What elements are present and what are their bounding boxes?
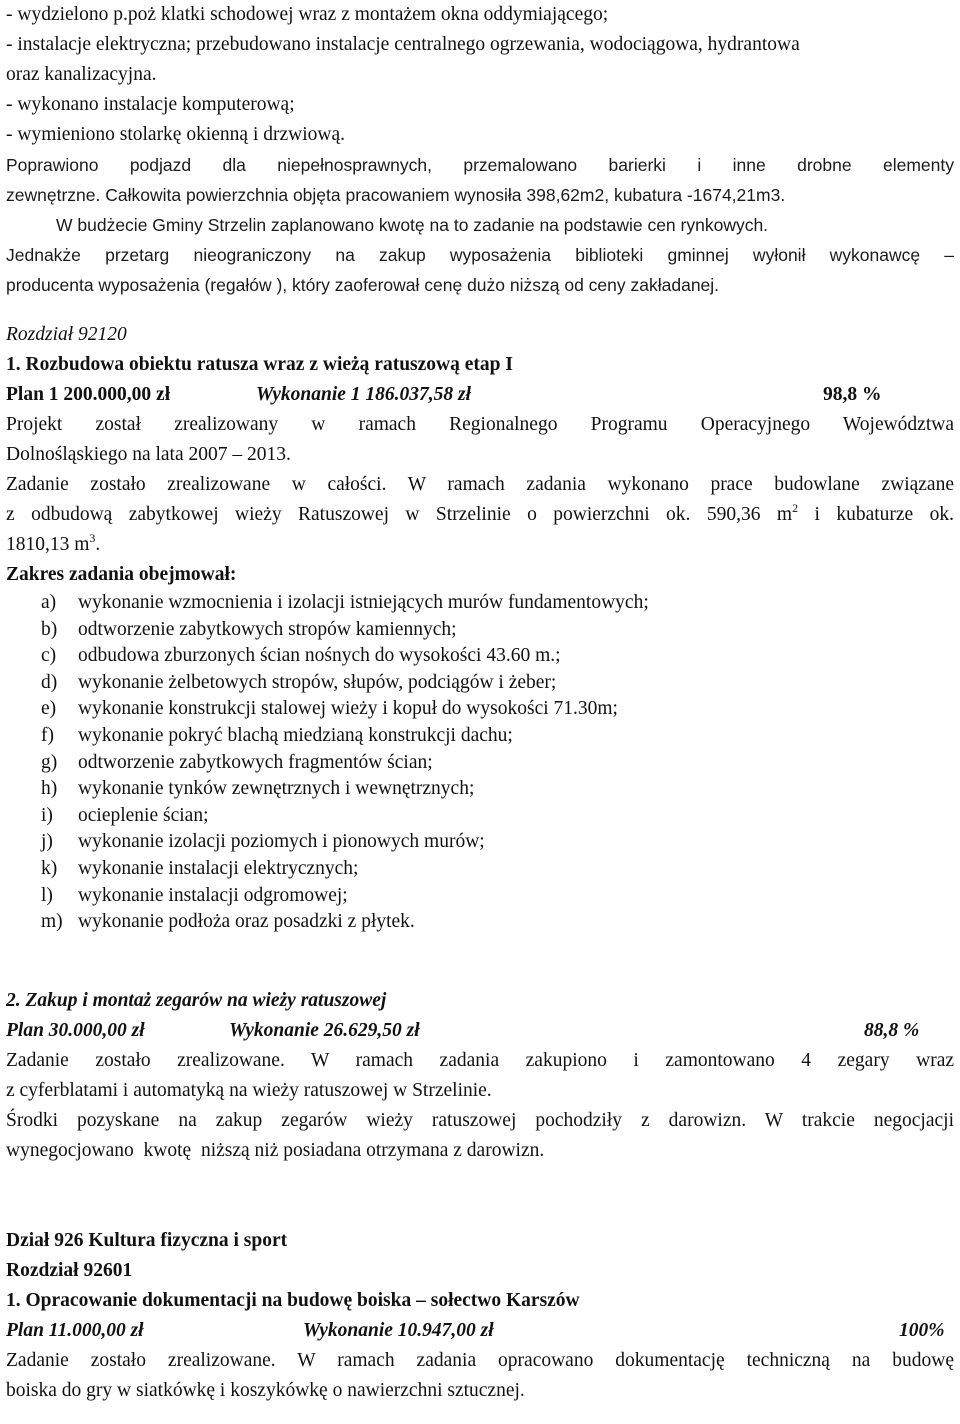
paragraph-line: z odbudową zabytkowej wieży Ratuszowej w Strzelinie o powierzchni ok. 590,36 $m^2$ i kubaturze ok. (6, 501, 954, 525)
paragraph-line: z cyferblatami i automatyką na wieży ratuszowej w Strzelinie. (6, 1079, 492, 1101)
sans-paragraph-line: zewnętrzne. Całkowita powierzchnia objęta pracowaniem wynosiła 398,62m2, kubatura -1674,21m3. (6, 185, 786, 205)
rozdzial-heading: Rozdział 92120 (6, 324, 127, 345)
rozdzial-heading: Rozdział 92601 (6, 1259, 133, 1281)
execution-amount: Wykonanie 10.947,00 zł (303, 1319, 494, 1341)
plan-amount: Plan 11.000,00 zł (6, 1319, 144, 1341)
list-item: k) wykonanie instalacji elektrycznych; (41, 857, 359, 879)
execution-percent: 98,8 % (823, 384, 882, 405)
spacer (6, 1166, 954, 1226)
list-item: c) odbudowa zburzonych ścian nośnych do wysokości 43.60 m.; (41, 645, 561, 667)
list-item: m) wykonanie podłoża oraz posadzki z płytek. (41, 911, 415, 933)
paragraph-line: Dolnośląskiego na lata 2007 – 2013. (6, 444, 291, 465)
paragraph-line: Środki pozyskane na zakup zegarów wieży ratuszowej pochodziły z darowizn. W trakcie negocjacji (6, 1109, 954, 1131)
task-title: 1. Rozbudowa obiektu ratusza wraz z wieżą ratuszową etap I (6, 354, 513, 375)
execution-percent: 100% (899, 1319, 945, 1341)
dzial-heading: Dział 926 Kultura fizyczna i sport (6, 1229, 288, 1251)
task-title: 1. Opracowanie dokumentacji na budowę boiska – sołectwo Karszów (6, 1289, 580, 1311)
list-item: a) wykonanie wzmocnienia i izolacji istniejących murów fundamentowych; (41, 592, 649, 613)
paragraph-line: Projekt został zrealizowany w ramach Regionalnego Programu Operacyjnego Województwa (6, 414, 954, 435)
list-item: l) wykonanie instalacji odgromowej; (41, 884, 348, 906)
paragraph-line: Zadanie zostało zrealizowane. W ramach zadania zakupiono i zamontowano 4 zegary wraz (6, 1049, 954, 1071)
intro-line: - instalacje elektryczna; przebudowano instalacje centralnego ogrzewania, wodociągowa, hydrantowa (6, 34, 800, 55)
spacer (6, 936, 954, 986)
plan-row (6, 1316, 954, 1346)
sans-paragraph-line: Poprawiono podjazd dla niepełnosprawnych, przemalowano barierki i inne drobne elementy (6, 155, 954, 175)
list-item: g) odtworzenie zabytkowych fragmentów ścian; (41, 751, 433, 773)
sans-paragraph-line: W budżecie Gminy Strzelin zaplanowano kwotę na to zadanie na podstawie cen rynkowych. (56, 215, 769, 235)
paragraph-line: wynegocjowano kwotę niższą niż posiadana otrzymana z darowizn. (6, 1139, 545, 1161)
scope-list (6, 590, 954, 936)
sans-paragraph-line: Jednakże przetarg nieograniczony na zakup wyposażenia biblioteki gminnej wyłonił wykonawcę – (6, 245, 954, 265)
intro-line: - wydzielono p.poż klatki schodowej wraz z montażem okna oddymiającego; (6, 4, 609, 25)
execution-amount: Wykonanie 1 186.037,58 zł (256, 384, 472, 405)
plan-amount: Plan 30.000,00 zł (6, 1019, 145, 1041)
list-item: h) wykonanie tynków zewnętrznych i wewnętrznych; (41, 778, 475, 800)
scope-heading: Zakres zadania obejmował: (6, 564, 237, 585)
paragraph-line: boiska do gry w siatkówkę i koszykówkę o nawierzchni sztucznej. (6, 1379, 525, 1401)
list-item: j) wykonanie izolacji poziomych i pionowych murów; (41, 831, 485, 853)
intro-line: oraz kanalizacyjna. (6, 64, 157, 85)
task-title: 2. Zakup i montaż zegarów na wieży ratuszowej (6, 989, 387, 1011)
paragraph-line: 1810,13 $m^3$. (6, 531, 101, 555)
intro-line: - wymieniono stolarkę okienną i drzwiową. (6, 124, 345, 145)
sans-paragraph-line: producenta wyposażenia (regałów ), który zaoferował cenę dużo niższą od ceny zakładanej. (6, 275, 720, 295)
plan-row (6, 1016, 954, 1046)
document-page (6, 0, 954, 1406)
paragraph-line: Zadanie zostało zrealizowane w całości. W ramach zadania wykonano prace budowlane związane (6, 474, 954, 495)
plan-row (6, 380, 954, 410)
paragraph-line: Zadanie zostało zrealizowane. W ramach zadania opracowano dokumentację techniczną na budowę (6, 1349, 954, 1371)
list-item: f) wykonanie pokryć blachą miedzianą konstrukcji dachu; (41, 724, 513, 746)
plan-amount: Plan 1 200.000,00 zł (6, 384, 171, 405)
intro-line: - wykonano instalacje komputerową; (6, 94, 295, 115)
execution-percent: 88,8 % (864, 1019, 920, 1041)
list-item: b) odtworzenie zabytkowych stropów kamiennych; (41, 618, 457, 640)
execution-amount: Wykonanie 26.629,50 zł (229, 1019, 420, 1041)
list-item: d) wykonanie żelbetowych stropów, słupów, podciągów i żeber; (41, 671, 557, 693)
list-item: i) ocieplenie ścian; (41, 804, 209, 826)
list-item: e) wykonanie konstrukcji stalowej wieży i kopuł do wysokości 71.30m; (41, 698, 618, 720)
spacer (6, 300, 954, 320)
